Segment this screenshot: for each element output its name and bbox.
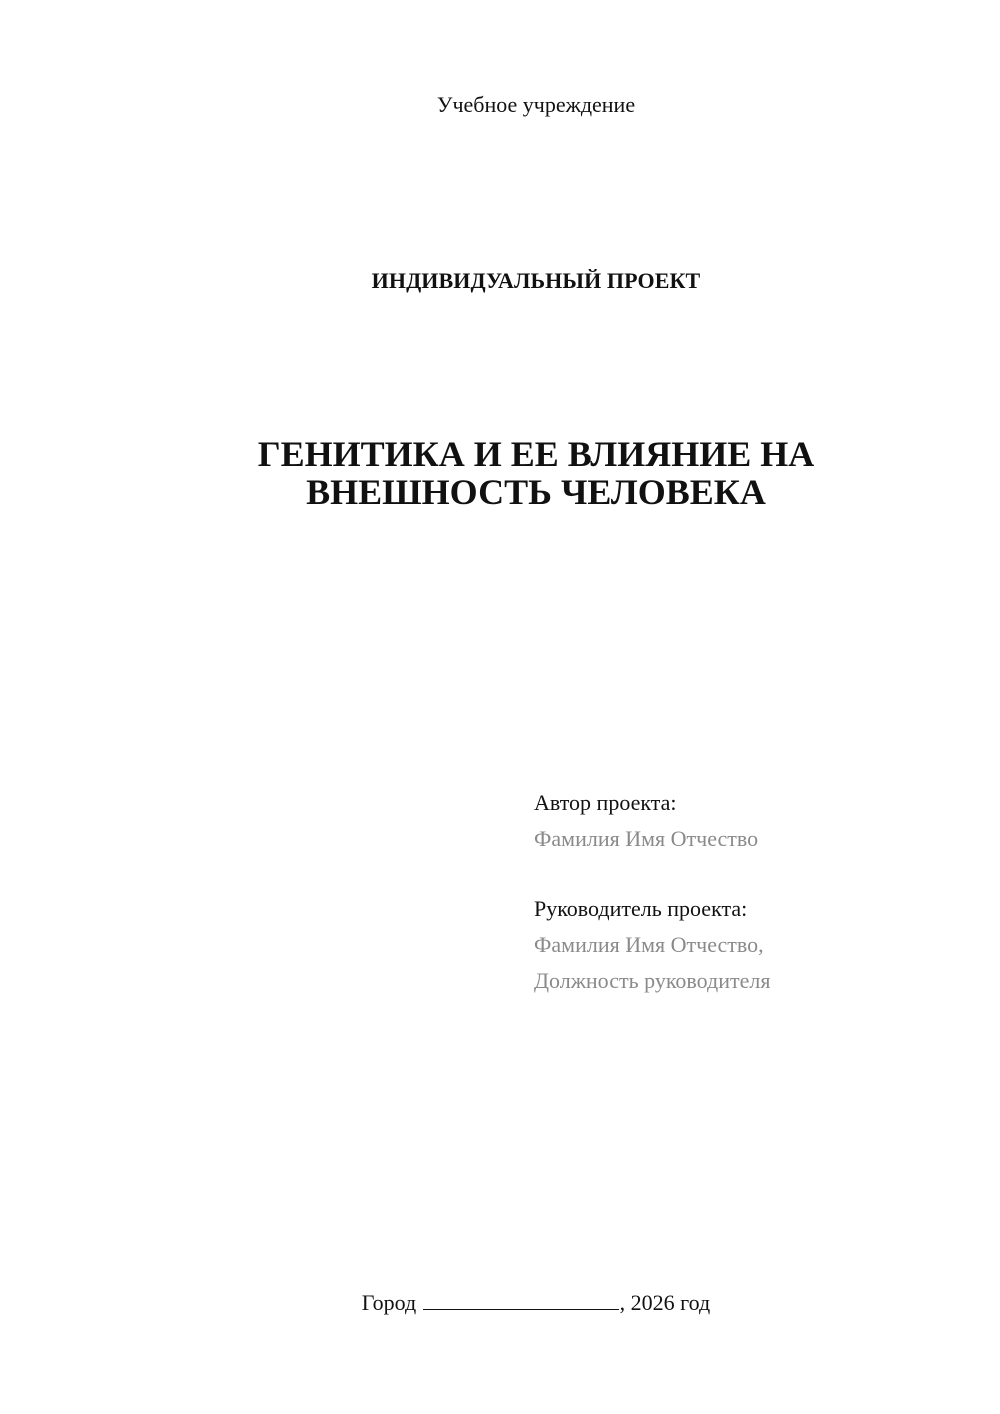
year-text: , 2026 год bbox=[619, 1290, 711, 1315]
institution-name: Учебное учреждение bbox=[436, 92, 636, 117]
project-title bbox=[0, 435, 1000, 511]
project-title-line-1: ГЕНИТИКА И ЕЕ ВЛИЯНИЕ НА bbox=[257, 434, 815, 474]
supervisor-block bbox=[534, 891, 770, 999]
author-label: Автор проекта: bbox=[534, 790, 677, 815]
author-name-placeholder: Фамилия Имя Отчество bbox=[534, 826, 759, 851]
author-block bbox=[534, 785, 758, 857]
supervisor-name-placeholder: Фамилия Имя Отчество, bbox=[534, 932, 764, 957]
supervisor-position-placeholder: Должность руководителя bbox=[534, 968, 771, 993]
project-type-heading: ИНДИВИДУАЛЬНЫЙ ПРОЕКТ bbox=[371, 268, 701, 293]
project-title-line-2: ВНЕШНОСТЬ ЧЕЛОВЕКА bbox=[306, 472, 766, 512]
supervisor-label: Руководитель проекта: bbox=[534, 896, 748, 921]
footer-city-year bbox=[0, 1286, 1000, 1320]
city-label: Город bbox=[361, 1290, 417, 1315]
city-blank-line bbox=[423, 1287, 619, 1310]
